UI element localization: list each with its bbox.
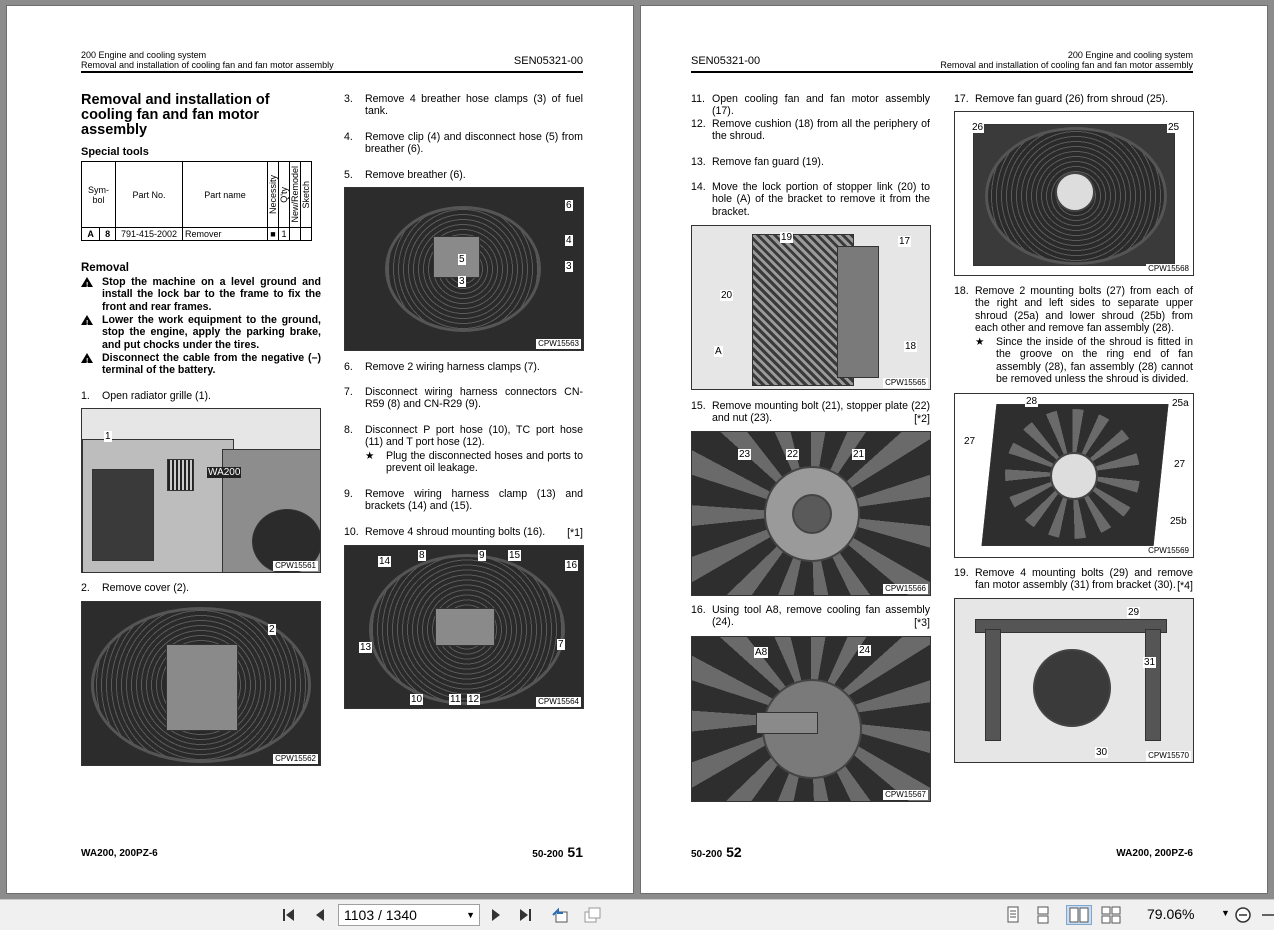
step-2: 2. Remove cover (2). <box>81 582 190 594</box>
photo-mounting-bolt: 23 22 21 CPW15566 <box>691 431 931 596</box>
header-subsection: Removal and installation of cooling fan and fan motor assembly <box>81 60 334 70</box>
doc-code: SEN05321-00 <box>691 55 761 67</box>
photo-shroud-bolts: 14 8 9 15 16 13 7 10 11 12 CPW15564 <box>344 545 584 709</box>
step-5: 5. Remove breather (6). <box>344 169 466 181</box>
step-12: 12. Remove cushion (18) from all the periphery of the shroud. <box>691 118 930 143</box>
footer-model: WA200, 200PZ-6 <box>1116 848 1193 859</box>
photo-shroud-separated: 28 25a 27 27 25b CPW15569 <box>954 393 1194 558</box>
step-6: 6. Remove 2 wiring harness clamps (7). <box>344 361 540 373</box>
step-16: 16. Using tool A8, remove cooling fan assembly (24). [*3] <box>691 604 930 629</box>
chevron-down-icon[interactable]: ▼ <box>466 910 475 920</box>
footer-model: WA200, 200PZ-6 <box>81 848 158 859</box>
table-cell <box>301 228 312 241</box>
first-page-icon[interactable] <box>280 906 298 924</box>
table-header: Necessity <box>268 174 278 214</box>
last-page-icon[interactable] <box>516 906 534 924</box>
table-header: Q'ty <box>279 186 289 203</box>
zoom-out-icon[interactable] <box>1234 906 1252 924</box>
photo-cover: 2 CPW15562 <box>81 601 321 766</box>
removal-heading: Removal <box>81 262 129 274</box>
table-cell <box>290 228 301 241</box>
step-4: 4. Remove clip (4) and disconnect hose (5) from breather (6). <box>344 131 583 156</box>
step-14: 14. Move the lock portion of stopper link (20) to hole (A) of the bracket to remove it from the bracket. <box>691 181 930 218</box>
table-header: Part No. <box>116 162 183 228</box>
viewer-toolbar <box>0 899 1274 930</box>
step-17: 17. Remove fan guard (26) from shroud (25). <box>954 93 1169 105</box>
warning-1: ! Stop the machine on a level ground and install the lock bar to the frame to fix the front and rear frames. <box>81 276 321 313</box>
document-page-right <box>641 6 1267 893</box>
table-cell: A <box>82 228 100 241</box>
document-page-left <box>7 6 633 893</box>
step-3: 3. Remove 4 breather hose clamps (3) of fuel tank. <box>344 93 583 118</box>
step-19: 19. Remove 4 mounting bolts (29) and remove fan motor assembly (31) from bracket (30). [*4] <box>954 567 1193 592</box>
step-1: 1. Open radiator grille (1). <box>81 390 211 402</box>
header-section: 200 Engine and cooling system <box>81 50 207 60</box>
step-15: 15. Remove mounting bolt (21), stopper plate (22) and nut (23). [*2] <box>691 400 930 425</box>
warning-2: ! Lower the work equipment to the ground, stop the engine, apply the parking brake, and put chocks under the tires. <box>81 314 321 351</box>
note-step-8: ★ Plug the disconnected hoses and ports to prevent oil leakage. <box>365 450 583 475</box>
prev-page-icon[interactable] <box>311 906 329 924</box>
zoom-more-icon[interactable] <box>1260 906 1274 924</box>
table-cell: 1 <box>279 228 290 241</box>
header-rule <box>691 71 1193 73</box>
table-row <box>82 228 312 241</box>
warning-icon: ! <box>81 353 93 363</box>
step-10: 10. Remove 4 shroud mounting bolts (16). [*1] <box>344 526 583 539</box>
page-title: Removal and installation of cooling fan and fan motor assembly <box>81 92 270 138</box>
page-number: 51 <box>567 844 583 860</box>
footer-page: 50-200 52 <box>691 844 742 860</box>
go-back-icon[interactable] <box>550 906 568 924</box>
step-7: 7. Disconnect wiring harness connectors CN-R59 (8) and CN-R29 (9). <box>344 386 583 411</box>
warning-3: ! Disconnect the cable from the negative (–) terminal of the battery. <box>81 352 321 377</box>
special-tools-heading: Special tools <box>81 146 149 158</box>
page-number-input[interactable]: 1103 / 1340 ▼ <box>338 904 480 926</box>
next-page-icon[interactable] <box>487 906 505 924</box>
go-forward-icon[interactable] <box>582 906 600 924</box>
note-step-18: ★ Since the inside of the shroud is fitted in the groove on the ring end of fan assembly (28), fan assembly (28) cannot be removed unless the shroud is divided. <box>975 336 1193 386</box>
two-page-icon[interactable] <box>1066 905 1092 925</box>
header-subsection: Removal and installation of cooling fan and fan motor assembly <box>940 60 1193 70</box>
step-9: 9. Remove wiring harness clamp (13) and brackets (14) and (15). <box>344 488 583 513</box>
photo-breather: 6 4 5 3 3 CPW15563 <box>344 187 584 351</box>
step-11: 11. Open cooling fan and fan motor assembly (17). <box>691 93 930 118</box>
page-number: 52 <box>726 844 742 860</box>
table-header: Sym-bol <box>82 162 116 228</box>
warning-icon: ! <box>81 315 93 325</box>
table-header: Part name <box>183 162 268 228</box>
table-cell: 791-415-2002 <box>116 228 183 241</box>
doc-code: SEN05321-00 <box>513 55 583 67</box>
warning-icon: ! <box>81 277 93 287</box>
step-18: 18. Remove 2 mounting bolts (27) from each of the right and left sides to separate upper shroud (25a) and lower shroud (25b) from each other and remove fan assembly (28). <box>954 285 1193 335</box>
zoom-level[interactable]: 79.06% <box>1147 906 1195 922</box>
photo-fan-motor: 29 31 30 CPW15570 <box>954 598 1194 763</box>
photo-radiator-grille: 1 WA200 CPW15561 <box>81 408 321 573</box>
table-header: Sketch <box>301 180 311 209</box>
header-rule <box>81 71 583 73</box>
table-header: New/Remodel <box>290 166 300 223</box>
zoom-dropdown-icon[interactable]: ▼ <box>1221 908 1230 918</box>
table-cell: Remover <box>183 228 268 241</box>
special-tools-table <box>81 161 312 241</box>
table-cell: 8 <box>100 228 116 241</box>
header-section: 200 Engine and cooling system <box>1067 50 1193 60</box>
single-page-icon[interactable] <box>1004 906 1022 924</box>
photo-fan-guard: 26 25 CPW15568 <box>954 111 1194 276</box>
footer-page: 50-200 51 <box>532 844 583 860</box>
table-cell: ■ <box>268 228 279 241</box>
two-page-continuous-icon[interactable] <box>1100 906 1122 924</box>
photo-tool-a8: A8 24 CPW15567 <box>691 636 931 802</box>
continuous-icon[interactable] <box>1034 906 1052 924</box>
photo-stopper-link: 19 17 20 A 18 CPW15565 <box>691 225 931 390</box>
step-8: 8. Disconnect P port hose (10), TC port hose (11) and T port hose (12). <box>344 424 583 449</box>
step-13: 13. Remove fan guard (19). <box>691 156 824 168</box>
